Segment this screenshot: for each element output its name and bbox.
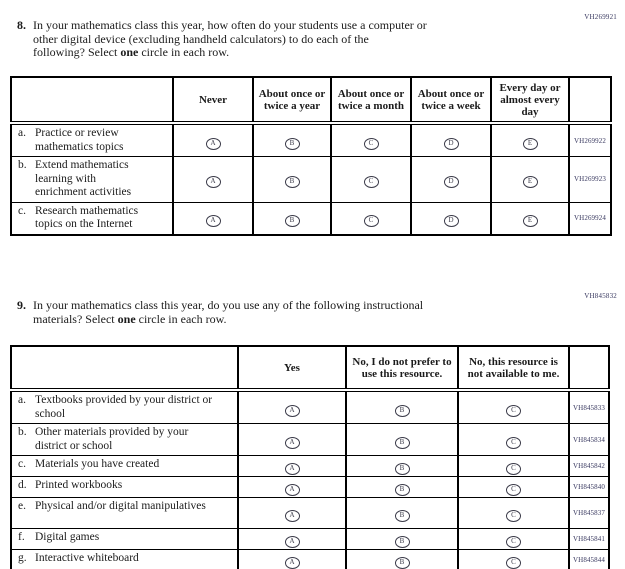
column-header: Every day or almost every day — [491, 77, 569, 123]
option-cell — [458, 550, 569, 569]
answer-bubble-b[interactable]: B — [395, 484, 410, 496]
option-cell — [458, 477, 569, 498]
question8-number: 8. — [17, 18, 26, 32]
row-item-code: VH845833 — [569, 390, 609, 424]
answer-bubble-b[interactable]: B — [395, 405, 410, 417]
column-header: No, I do not prefer to use this resource. — [346, 346, 458, 390]
row-label-cell — [11, 498, 238, 529]
option-cell — [238, 498, 346, 529]
row-label-cell — [11, 202, 173, 235]
row-label-wrap — [18, 479, 233, 493]
row-letter: d. — [18, 479, 27, 491]
row-letter: b. — [18, 159, 27, 171]
option-cell — [346, 477, 458, 498]
row-label-cell — [11, 550, 238, 569]
answer-bubble-c[interactable]: C — [506, 405, 521, 417]
option-cell — [173, 157, 253, 203]
row-letter: g. — [18, 552, 27, 564]
option-cell — [346, 390, 458, 424]
table-row — [11, 456, 609, 477]
table-row — [11, 498, 609, 529]
question9-text — [33, 299, 423, 326]
table-row — [11, 123, 611, 157]
question-text-segment: In your mathematics class this year, do you use any of the following instructional — [33, 298, 424, 312]
table-row — [11, 202, 611, 235]
answer-bubble-b[interactable]: B — [395, 536, 410, 548]
option-cell — [491, 123, 569, 157]
question-text-segment: following? Select — [33, 45, 121, 59]
question9-line — [33, 299, 423, 313]
answer-bubble-a[interactable]: A — [285, 437, 300, 449]
option-cell — [346, 529, 458, 550]
column-header: Never — [173, 77, 253, 123]
question8-answer-grid — [10, 76, 612, 236]
answer-bubble-a[interactable]: A — [206, 215, 221, 227]
option-cell — [173, 202, 253, 235]
column-header-empty — [569, 77, 611, 123]
table-row — [11, 477, 609, 498]
option-cell — [346, 424, 458, 456]
option-cell — [253, 202, 331, 235]
column-header-empty — [11, 346, 238, 390]
row-label-wrap — [18, 552, 233, 566]
row-item-code: VH269922 — [569, 123, 611, 157]
option-cell — [253, 123, 331, 157]
option-cell — [238, 550, 346, 569]
table-row — [11, 390, 609, 424]
header-row — [11, 77, 611, 123]
answer-bubble-d[interactable]: D — [444, 215, 459, 227]
row-label: Textbooks provided by your district or school — [35, 394, 213, 420]
row-letter: a. — [18, 394, 26, 406]
row-label-cell — [11, 123, 173, 157]
option-cell — [238, 529, 346, 550]
answer-bubble-a[interactable]: A — [285, 405, 300, 417]
option-cell — [238, 456, 346, 477]
row-label: Materials you have created — [35, 458, 160, 470]
answer-bubble-c[interactable]: C — [364, 215, 379, 227]
table-row — [11, 157, 611, 203]
question-text-segment: materials? Select — [33, 311, 118, 326]
table-row — [11, 550, 609, 569]
option-cell — [238, 390, 346, 424]
answer-bubble-b[interactable]: B — [395, 510, 410, 522]
question8-line — [33, 33, 427, 47]
answer-bubble-c[interactable]: C — [506, 437, 521, 449]
row-label: Practice or review mathematics topics — [35, 127, 124, 153]
question8-line — [33, 46, 427, 60]
option-cell — [238, 424, 346, 456]
answer-bubble-c[interactable]: C — [506, 510, 521, 522]
row-label-cell — [11, 477, 238, 498]
column-header: About once or twice a week — [411, 77, 491, 123]
row-label: Research mathematics topics on the Internet — [35, 204, 139, 230]
row-label: Printed workbooks — [35, 479, 123, 491]
question9-item-code: VH845832 — [584, 292, 617, 300]
answer-bubble-a[interactable]: A — [285, 536, 300, 548]
answer-bubble-c[interactable]: C — [506, 536, 521, 548]
option-cell — [458, 529, 569, 550]
answer-bubble-a[interactable]: A — [206, 138, 221, 150]
row-label-wrap — [18, 394, 233, 421]
row-label-wrap — [18, 531, 233, 545]
answer-bubble-c[interactable]: C — [364, 138, 379, 150]
row-label: Physical and/or digital manipulatives — [35, 500, 206, 512]
row-label-wrap — [18, 458, 233, 472]
option-cell — [346, 550, 458, 569]
question8-text — [33, 19, 427, 60]
column-header: About once or twice a month — [331, 77, 411, 123]
question8 — [17, 19, 427, 60]
row-label-wrap — [18, 127, 168, 154]
row-label-cell — [11, 456, 238, 477]
row-letter: c. — [18, 458, 26, 470]
question-text-bold: one — [120, 45, 139, 59]
question8-item-code: VH269921 — [584, 13, 617, 21]
answer-bubble-a[interactable]: A — [285, 484, 300, 496]
answer-bubble-b[interactable]: B — [395, 437, 410, 449]
option-cell — [331, 157, 411, 203]
option-cell — [458, 498, 569, 529]
row-label-wrap — [18, 205, 168, 232]
row-label: Digital games — [35, 531, 100, 543]
column-header: Yes — [238, 346, 346, 390]
column-header: No, this resource is not available to me. — [458, 346, 569, 390]
row-letter: c. — [18, 204, 26, 217]
row-label-cell — [11, 424, 238, 456]
row-item-code: VH845834 — [569, 424, 609, 456]
row-label-cell — [11, 390, 238, 424]
option-cell — [346, 456, 458, 477]
option-cell — [331, 123, 411, 157]
row-item-code: VH845840 — [569, 477, 609, 498]
column-header: About once or twice a year — [253, 77, 331, 123]
option-cell — [331, 202, 411, 235]
option-cell — [458, 390, 569, 424]
row-item-code: VH269923 — [569, 157, 611, 203]
option-cell — [173, 123, 253, 157]
header-row — [11, 346, 609, 390]
option-cell — [411, 123, 491, 157]
option-cell — [238, 477, 346, 498]
question9 — [17, 299, 423, 326]
instructional-materials-use-table — [10, 345, 610, 569]
row-item-code: VH845842 — [569, 456, 609, 477]
answer-bubble-b[interactable]: B — [285, 176, 300, 188]
answer-bubble-a[interactable]: A — [285, 557, 300, 569]
option-cell — [458, 456, 569, 477]
question-text-segment: In your mathematics class this year, how often do your students use a computer or — [33, 18, 427, 32]
table-row — [11, 529, 609, 550]
question-text-segment: circle in each row. — [135, 311, 227, 326]
column-header-empty — [11, 77, 173, 123]
answer-bubble-a[interactable]: A — [206, 176, 221, 188]
row-label: Extend mathematics learning with enrichment activities — [35, 159, 132, 198]
row-item-code: VH845837 — [569, 498, 609, 529]
table-row — [11, 424, 609, 456]
answer-bubble-c[interactable]: C — [506, 557, 521, 569]
answer-bubble-e[interactable]: E — [523, 215, 538, 227]
row-label: Other materials provided by your district or school — [35, 426, 189, 452]
question9-line — [33, 313, 423, 327]
answer-bubble-b[interactable]: B — [395, 463, 410, 475]
row-label: Interactive whiteboard — [35, 552, 139, 564]
row-letter: e. — [18, 500, 26, 512]
option-cell — [411, 202, 491, 235]
row-label-wrap — [18, 159, 168, 200]
answer-bubble-a[interactable]: A — [285, 510, 300, 522]
column-header-empty — [569, 346, 609, 390]
question-text-segment: circle in each row. — [138, 45, 230, 59]
question9-answer-grid — [10, 345, 610, 569]
answer-bubble-d[interactable]: D — [444, 138, 459, 150]
answer-bubble-a[interactable]: A — [285, 463, 300, 475]
option-cell — [253, 157, 331, 203]
question9-number: 9. — [17, 298, 26, 312]
question-text-bold: one — [117, 311, 136, 326]
question-text-segment: other digital device (excluding handheld calculators) to do each of the — [33, 31, 369, 46]
row-item-code: VH845844 — [569, 550, 609, 569]
option-cell — [491, 157, 569, 203]
row-item-code: VH845841 — [569, 529, 609, 550]
answer-bubble-c[interactable]: C — [506, 484, 521, 496]
answer-bubble-b[interactable]: B — [285, 138, 300, 150]
answer-bubble-c[interactable]: C — [506, 463, 521, 475]
row-label-cell — [11, 157, 173, 203]
answer-bubble-b[interactable]: B — [395, 557, 410, 569]
row-letter: b. — [18, 426, 27, 438]
option-cell — [458, 424, 569, 456]
question8-line — [33, 19, 427, 33]
answer-bubble-b[interactable]: B — [285, 215, 300, 227]
answer-bubble-d[interactable]: D — [444, 176, 459, 188]
option-cell — [491, 202, 569, 235]
answer-bubble-e[interactable]: E — [523, 138, 538, 150]
row-item-code: VH269924 — [569, 202, 611, 235]
answer-bubble-c[interactable]: C — [364, 176, 379, 188]
row-label-wrap — [18, 500, 233, 514]
row-letter: f. — [18, 531, 25, 543]
answer-bubble-e[interactable]: E — [523, 176, 538, 188]
row-letter: a. — [18, 127, 26, 139]
option-cell — [346, 498, 458, 529]
option-cell — [411, 157, 491, 203]
row-label-wrap — [18, 426, 233, 453]
computer-device-use-frequency-table — [10, 76, 612, 236]
row-label-cell — [11, 529, 238, 550]
